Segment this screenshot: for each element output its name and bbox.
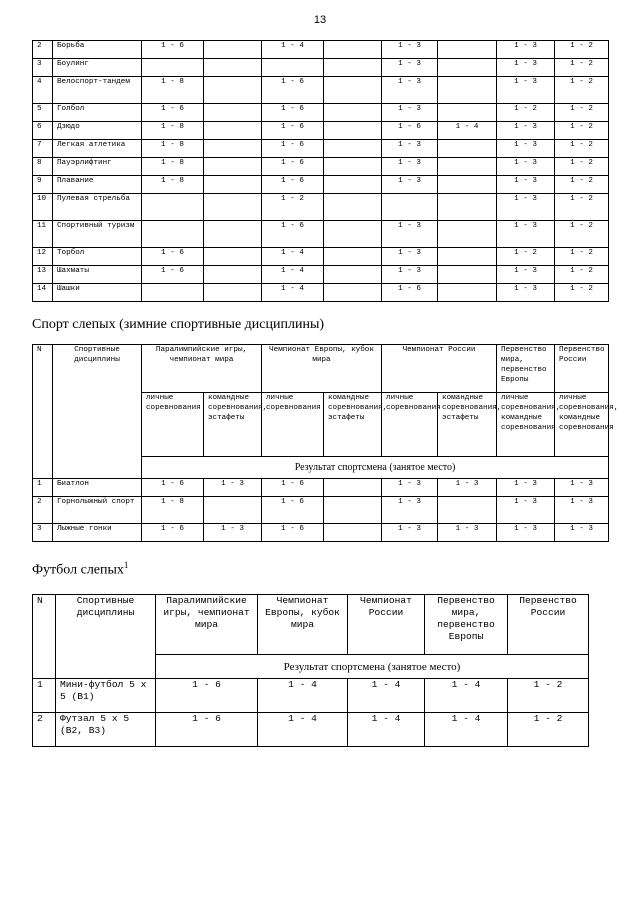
place-range: 1 - 2 [555,41,609,59]
discipline-name: Спортивный туризм [53,221,142,248]
place-range: 1 - 6 [262,77,324,104]
place-range [438,176,497,194]
table-row [33,59,609,77]
sub-personal: личные соревнования [142,393,204,457]
place-range [438,140,497,158]
place-range: 1 - 3 [382,158,438,176]
place-range [324,479,382,497]
header-russia-champ: Чемпионат России [382,345,497,393]
header-disciplines: Спортивные дисциплины [56,595,156,679]
place-range: 1 - 2 [555,284,609,302]
sub-combined: личные соревнования, командные соревнования [497,393,555,457]
place-range: 1 - 8 [142,497,204,524]
place-range: 1 - 3 [497,122,555,140]
place-range: 1 - 4 [262,284,324,302]
place-range: 1 - 8 [142,122,204,140]
winter-disciplines-table [32,344,619,542]
place-range: 1 - 3 [497,479,555,497]
discipline-name: Плавание [53,176,142,194]
row-number: 11 [33,221,53,248]
place-range [204,41,262,59]
header-paralympic: Паралимпийские игры, чемпионат мира [142,345,262,393]
discipline-name: Дзюдо [53,122,142,140]
row-number: 14 [33,284,53,302]
place-range [204,221,262,248]
place-range [204,266,262,284]
place-range [324,284,382,302]
place-range: 1 - 8 [142,140,204,158]
place-range: 1 - 3 [497,59,555,77]
place-range: 1 - 3 [497,158,555,176]
place-range: 1 - 6 [262,158,324,176]
place-range: 1 - 4 [438,122,497,140]
place-range: 1 - 6 [262,122,324,140]
header-n: N [33,345,53,479]
place-range: 1 - 3 [382,140,438,158]
table-row [33,524,609,542]
place-range: 1 - 8 [142,158,204,176]
place-range: 1 - 3 [497,41,555,59]
place-range [324,497,382,524]
table-row [33,77,609,104]
place-range [382,194,438,221]
place-range: 1 - 6 [262,140,324,158]
place-range [204,248,262,266]
place-range [438,77,497,104]
place-range: 1 - 3 [438,479,497,497]
place-range: 1 - 2 [508,713,589,747]
header-russia-junior: Первенство России [508,595,589,655]
header-disciplines: Спортивные дисциплины [53,345,142,479]
place-range [438,497,497,524]
header-n: N [33,595,56,679]
table-row [33,248,609,266]
place-range: 1 - 2 [555,176,609,194]
table-row [33,284,609,302]
place-range: 1 - 2 [555,266,609,284]
winter-section-heading: Спорт слепых (зимние спортивные дисциплины) [32,317,325,332]
discipline-name: Биатлон [53,479,142,497]
place-range [204,59,262,77]
place-range: 1 - 4 [425,679,508,713]
place-range: 1 - 3 [382,524,438,542]
place-range: 1 - 2 [555,122,609,140]
row-number: 6 [33,122,53,140]
page-number: 13 [313,14,327,26]
table-row [33,104,609,122]
discipline-name: Лыжные гонки [53,524,142,542]
summer-disciplines-table [32,40,609,302]
place-range: 1 - 3 [497,266,555,284]
place-range: 1 - 6 [262,221,324,248]
place-range: 1 - 6 [262,524,324,542]
table-row [33,221,609,248]
place-range: 1 - 6 [142,479,204,497]
place-range [438,248,497,266]
place-range [324,194,382,221]
header-euro-champ: Чемпионат Европы, кубок мира [262,345,382,393]
place-range [324,176,382,194]
place-range: 1 - 2 [555,158,609,176]
place-range: 1 - 2 [555,104,609,122]
place-range: 1 - 6 [262,104,324,122]
table-row [33,41,609,59]
row-number: 13 [33,266,53,284]
football-section-heading [32,560,128,579]
place-range: 1 - 2 [555,194,609,221]
discipline-name: Футзал 5 x 5 (B2, B3) [56,713,156,747]
place-range: 1 - 4 [348,679,425,713]
sub-personal: личные соревнования [262,393,324,457]
row-number: 7 [33,140,53,158]
place-range: 1 - 3 [438,524,497,542]
place-range: 1 - 2 [555,140,609,158]
place-range [204,158,262,176]
discipline-name: Пауэрлифтинг [53,158,142,176]
place-range [438,266,497,284]
place-range [438,284,497,302]
place-range: 1 - 4 [348,713,425,747]
place-range: 1 - 6 [142,104,204,122]
place-range [324,41,382,59]
row-number: 2 [33,497,53,524]
football-table [32,594,589,747]
place-range: 1 - 6 [142,524,204,542]
place-range: 1 - 6 [262,479,324,497]
place-range: 1 - 3 [497,176,555,194]
place-range [324,524,382,542]
place-range [262,59,324,77]
place-range [324,122,382,140]
place-range: 1 - 4 [262,248,324,266]
place-range [204,122,262,140]
place-range: 1 - 3 [382,59,438,77]
row-number: 3 [33,59,53,77]
place-range: 1 - 2 [555,248,609,266]
place-range: 1 - 8 [142,77,204,104]
table-row [33,194,609,221]
place-range [142,284,204,302]
discipline-name: Горнолыжный спорт [53,497,142,524]
place-range [324,248,382,266]
place-range: 1 - 3 [497,77,555,104]
footnote-marker: 1 [123,560,129,570]
place-range [324,59,382,77]
place-range: 1 - 3 [204,524,262,542]
place-range [324,77,382,104]
header-russia-champ: Чемпионат России [348,595,425,655]
place-range: 1 - 3 [555,479,609,497]
discipline-name: Торбол [53,248,142,266]
place-range [324,158,382,176]
row-number: 2 [33,41,53,59]
place-range [204,497,262,524]
discipline-name: Мини-футбол 5 x 5 (B1) [56,679,156,713]
table-row [33,679,589,713]
sub-combined: личные соревнования, командные соревнования [555,393,609,457]
place-range: 1 - 2 [508,679,589,713]
table-row [33,140,609,158]
place-range: 1 - 3 [382,497,438,524]
place-range [204,176,262,194]
row-number: 10 [33,194,53,221]
place-range [142,59,204,77]
discipline-name: Боулинг [53,59,142,77]
place-range: 1 - 3 [382,266,438,284]
place-range [438,104,497,122]
discipline-name: Легкая атлетика [53,140,142,158]
place-range [324,221,382,248]
place-range: 1 - 3 [497,194,555,221]
place-range: 1 - 6 [262,176,324,194]
place-range [324,104,382,122]
place-range: 1 - 6 [142,41,204,59]
discipline-name: Шашки [53,284,142,302]
place-range [142,194,204,221]
place-range: 1 - 3 [382,221,438,248]
place-range: 1 - 4 [258,713,348,747]
discipline-name: Голбол [53,104,142,122]
header-world-junior: Первенство мира, первенство Европы [497,345,555,393]
place-range [438,41,497,59]
place-range: 1 - 3 [555,524,609,542]
place-range [438,221,497,248]
place-range: 1 - 6 [382,122,438,140]
football-heading-text: Футбол слепых [32,562,124,578]
header-russia-junior: Первенство России [555,345,609,393]
header-euro-champ: Чемпионат Европы, кубок мира [258,595,348,655]
table-row [33,266,609,284]
table-row [33,713,589,747]
place-range: 1 - 6 [142,266,204,284]
sub-team: командные соревнования, эстафеты [204,393,262,457]
place-range: 1 - 3 [382,77,438,104]
discipline-name: Шахматы [53,266,142,284]
place-range: 1 - 3 [204,479,262,497]
place-range [438,194,497,221]
result-label: Результат спортсмена (занятое место) [142,457,609,479]
place-range: 1 - 6 [156,713,258,747]
place-range: 1 - 2 [262,194,324,221]
table-row [33,158,609,176]
row-number: 2 [33,713,56,747]
place-range: 1 - 6 [262,497,324,524]
place-range: 1 - 6 [142,248,204,266]
place-range [204,140,262,158]
row-number: 9 [33,176,53,194]
place-range: 1 - 2 [555,77,609,104]
table-row [33,176,609,194]
row-number: 8 [33,158,53,176]
table-row [33,479,609,497]
place-range: 1 - 3 [497,140,555,158]
place-range: 1 - 3 [382,479,438,497]
place-range: 1 - 6 [156,679,258,713]
sub-team: командные соревнования, эстафеты [324,393,382,457]
place-range: 1 - 2 [497,248,555,266]
place-range: 1 - 4 [258,679,348,713]
place-range: 1 - 8 [142,176,204,194]
row-number: 5 [33,104,53,122]
place-range: 1 - 4 [262,266,324,284]
row-number: 4 [33,77,53,104]
place-range [324,266,382,284]
row-number: 12 [33,248,53,266]
place-range: 1 - 4 [262,41,324,59]
place-range: 1 - 3 [497,221,555,248]
place-range: 1 - 3 [382,248,438,266]
sub-personal: личные соревнования [382,393,438,457]
place-range [438,59,497,77]
discipline-name: Велоспорт-тандем [53,77,142,104]
discipline-name: Борьба [53,41,142,59]
header-world-junior: Первенство мира, первенство Европы [425,595,508,655]
place-range: 1 - 3 [497,524,555,542]
place-range: 1 - 3 [382,41,438,59]
place-range: 1 - 6 [382,284,438,302]
place-range [204,77,262,104]
place-range: 1 - 3 [382,104,438,122]
place-range [204,194,262,221]
place-range: 1 - 2 [497,104,555,122]
place-range [204,104,262,122]
result-label: Результат спортсмена (занятое место) [156,655,589,679]
place-range: 1 - 3 [555,497,609,524]
discipline-name: Пулевая стрельба [53,194,142,221]
place-range: 1 - 2 [555,221,609,248]
place-range: 1 - 4 [425,713,508,747]
place-range: 1 - 2 [555,59,609,77]
row-number: 3 [33,524,53,542]
place-range [324,140,382,158]
table-row [33,122,609,140]
row-number: 1 [33,479,53,497]
sub-team: командные соревнования, эстафеты [438,393,497,457]
place-range: 1 - 3 [497,497,555,524]
place-range [204,284,262,302]
place-range: 1 - 3 [497,284,555,302]
place-range [438,158,497,176]
header-paralympic: Паралимпийские игры, чемпионат мира [156,595,258,655]
place-range: 1 - 3 [382,176,438,194]
row-number: 1 [33,679,56,713]
table-row [33,497,609,524]
place-range [142,221,204,248]
